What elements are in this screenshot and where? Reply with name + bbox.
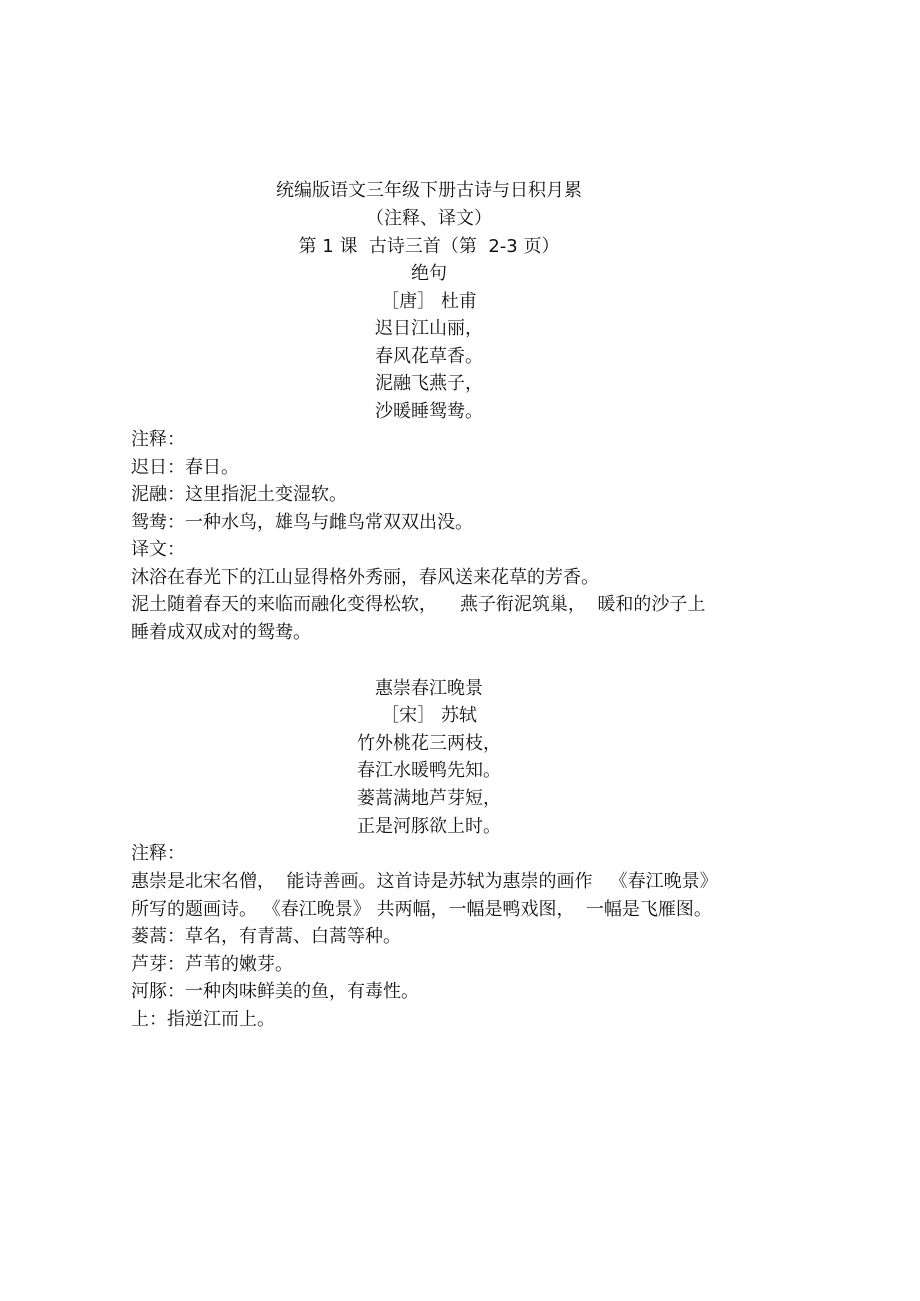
poem2-line: 竹外桃花三两枝， <box>357 733 501 754</box>
poem1-translation-line: 沐浴在春光下的江山显得格外秀丽，春风送来花草的芳香。 <box>131 567 599 588</box>
poem2-line: 春江水暖鸭先知。 <box>357 760 501 781</box>
poem2-note: 蒌蒿：草名，有青蒿、白蒿等种。 <box>131 926 401 947</box>
poem2-line: 蒌蒿满地芦芽短， <box>357 788 501 809</box>
poem1-line: 春风花草香。 <box>375 346 483 367</box>
poem2-author: ［宋］ 苏轼 <box>381 705 477 726</box>
poem2-title: 惠崇春江晚景 <box>375 678 483 699</box>
poem2-note: 河豚：一种肉味鲜美的鱼，有毒性。 <box>131 981 419 1002</box>
poem1-notes-label: 注释： <box>131 429 185 450</box>
poem2-note: 惠崇是北宋名僧， 能诗善画。这首诗是苏轼为惠崇的画作 《春江晚景》 <box>131 871 718 892</box>
poem2-note: 所写的题画诗。 《春江晚景》 共两幅，一幅是鸭戏图， 一幅是飞雁图。 <box>131 899 712 920</box>
poem1-title: 绝句 <box>411 263 447 284</box>
poem2-line: 正是河豚欲上时。 <box>357 816 501 837</box>
poem1-translation-label: 译文： <box>131 539 185 560</box>
poem1-note: 鸳鸯：一种水鸟，雄鸟与雌鸟常双双出没。 <box>131 512 473 533</box>
poem1-line: 泥融飞燕子， <box>375 373 483 394</box>
document-title: 统编版语文三年级下册古诗与日积月累 <box>276 180 582 201</box>
poem1-author: ［唐］ 杜甫 <box>381 291 477 312</box>
poem1-note: 泥融：这里指泥土变湿软。 <box>131 484 347 505</box>
poem2-notes-label: 注释： <box>131 843 185 864</box>
poem1-line: 沙暖睡鸳鸯。 <box>375 401 483 422</box>
poem1-translation-line: 睡着成双成对的鸳鸯。 <box>131 622 311 643</box>
lesson-heading: 第 1 课 古诗三首（第 2-3 页） <box>298 236 560 257</box>
document-subtitle: （注释、译文） <box>366 208 492 229</box>
poem2-note: 芦芽：芦苇的嫩芽。 <box>131 954 293 975</box>
poem1-translation-line: 泥土随着春天的来临而融化变得松软， 燕子衔泥筑巢， 暖和的沙子上 <box>131 594 706 615</box>
poem1-line: 迟日江山丽， <box>375 318 483 339</box>
poem2-note: 上：指逆江而上。 <box>131 1009 275 1030</box>
poem1-note: 迟日：春日。 <box>131 457 239 478</box>
